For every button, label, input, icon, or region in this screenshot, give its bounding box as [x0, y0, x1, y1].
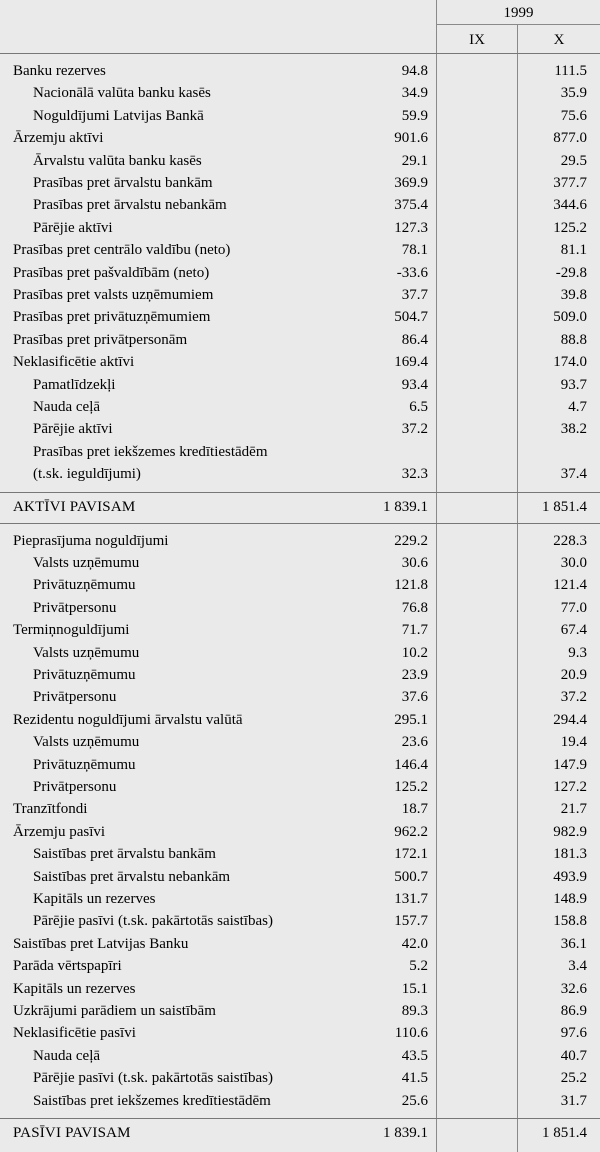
- value-x: 75.6: [560, 107, 587, 124]
- value-x: 877.0: [553, 130, 587, 147]
- value-ix: 23.6: [401, 734, 428, 751]
- table-row: [0, 664, 600, 686]
- row-label: Pārējie pasīvi (t.sk. pakārtotās saistības): [33, 1070, 273, 1087]
- row-label: Ārzemju aktīvi: [13, 130, 104, 147]
- value-x: 174.0: [553, 354, 587, 371]
- row-label: Valsts uzņēmumu: [33, 555, 140, 571]
- row-label: Nauda ceļā: [33, 399, 101, 415]
- row-label: PASĪVI PAVISAM: [13, 1125, 131, 1141]
- table-row: [0, 709, 600, 731]
- value-x: 127.2: [553, 779, 587, 795]
- row-label: Prasības pret privātuzņēmumiem: [13, 309, 211, 326]
- value-ix: 121.8: [394, 577, 428, 594]
- value-x: 40.7: [560, 1047, 587, 1064]
- value-x: 4.7: [568, 399, 587, 415]
- table-row: [0, 351, 600, 373]
- value-ix: 229.2: [394, 532, 428, 549]
- value-ix: 172.1: [394, 846, 428, 863]
- table-row: [0, 933, 600, 955]
- row-label: Prasības pret ārvalstu bankām: [33, 175, 213, 191]
- value-x: 32.6: [560, 980, 587, 997]
- value-ix: 157.7: [394, 913, 428, 930]
- table-row: [0, 574, 600, 596]
- row-label: Valsts uzņēmumu: [33, 644, 140, 661]
- value-x: 147.9: [553, 756, 587, 773]
- value-ix: 59.9: [401, 107, 428, 124]
- row-label: Tranzītfondi: [13, 801, 88, 818]
- value-x: 88.8: [560, 331, 587, 348]
- value-ix: 1 839.1: [383, 498, 428, 515]
- table-row: [0, 284, 600, 306]
- value-ix: 962.2: [394, 823, 428, 840]
- value-x: 39.8: [560, 287, 587, 303]
- value-x: 36.1: [560, 935, 587, 952]
- table-row: [0, 843, 600, 865]
- value-x: 37.2: [560, 689, 587, 706]
- table-row: [0, 194, 600, 216]
- value-ix: 5.2: [409, 958, 428, 975]
- row-label: Privātuzņēmumu: [33, 667, 136, 683]
- table-row: [0, 262, 600, 284]
- value-x: 25.2: [560, 1070, 587, 1087]
- value-ix: 86.4: [401, 331, 428, 348]
- row-label: Kapitāls un rezerves: [13, 980, 136, 997]
- table-row: [0, 552, 600, 574]
- value-x: 38.2: [560, 421, 587, 438]
- value-ix: 32.3: [401, 466, 428, 483]
- value-x: 93.7: [560, 376, 587, 393]
- row-label: Noguldījumi Latvijas Bankā: [33, 107, 204, 124]
- value-ix: 504.7: [394, 309, 428, 326]
- table-row: [0, 597, 600, 619]
- row-label: Prasības pret valsts uzņēmumiem: [13, 287, 214, 303]
- row-label: Ārvalstu valūta banku kasēs: [33, 152, 202, 169]
- value-ix: 78.1: [401, 242, 428, 259]
- value-x: 67.4: [560, 622, 587, 639]
- table-row: [0, 396, 600, 418]
- total-row: [0, 496, 600, 518]
- row-label: Uzkrājumi parādiem un saistībām: [13, 1003, 216, 1019]
- value-x: 30.0: [560, 555, 587, 571]
- table-row: [0, 1045, 600, 1067]
- value-x: 1 851.4: [542, 1125, 587, 1141]
- row-label: Privātpersonu: [33, 689, 117, 706]
- table-row: [0, 686, 600, 708]
- value-ix: 93.4: [401, 376, 428, 393]
- table-row: [0, 82, 600, 104]
- value-ix: 369.9: [394, 175, 428, 191]
- row-label: Prasības pret ārvalstu nebankām: [33, 197, 227, 214]
- table-row: [0, 217, 600, 239]
- row-label: Pamatlīdzekļi: [33, 376, 116, 393]
- value-ix: 6.5: [409, 399, 428, 415]
- row-label: Kapitāls un rezerves: [33, 891, 156, 907]
- value-ix: 500.7: [394, 868, 428, 885]
- table-row: [0, 978, 600, 1000]
- table-row: [0, 798, 600, 820]
- value-x: -29.8: [555, 264, 587, 281]
- table-row: [0, 463, 600, 485]
- value-x: 158.8: [553, 913, 587, 930]
- value-x: 509.0: [553, 309, 587, 326]
- row-label: Pieprasījuma noguldījumi: [13, 532, 169, 549]
- value-ix: 146.4: [394, 756, 428, 773]
- table-row: [0, 530, 600, 552]
- value-ix: 41.5: [401, 1070, 428, 1087]
- table-row: [0, 60, 600, 82]
- value-ix: 1 839.1: [383, 1125, 428, 1141]
- value-ix: 125.2: [394, 779, 428, 795]
- column-header-x: X: [553, 32, 565, 48]
- table-row: [0, 776, 600, 798]
- table-row: [0, 642, 600, 664]
- table-row: [0, 754, 600, 776]
- table-row: [0, 619, 600, 641]
- value-ix: 23.9: [401, 667, 428, 683]
- row-label: Rezidentu noguldījumi ārvalstu valūtā: [13, 711, 243, 728]
- value-x: 121.4: [553, 577, 587, 594]
- section-rule: [0, 523, 600, 524]
- value-x: 181.3: [553, 846, 587, 863]
- value-ix: 901.6: [394, 130, 428, 147]
- value-x: 125.2: [553, 219, 587, 236]
- column-header-ix: IX: [469, 32, 485, 48]
- row-label: Saistības pret iekšzemes kredītiestādēm: [33, 1092, 271, 1109]
- row-label: Parāda vērtspapīri: [13, 958, 122, 975]
- table-row: [0, 888, 600, 910]
- section-rule: [0, 1118, 600, 1119]
- value-ix: 37.2: [401, 421, 428, 438]
- value-x: 9.3: [568, 644, 587, 661]
- row-label: Termiņnoguldījumi: [13, 622, 130, 639]
- table-row: [0, 1022, 600, 1044]
- row-label: Saistības pret ārvalstu nebankām: [33, 868, 231, 885]
- table-row: [0, 172, 600, 194]
- value-x: 77.0: [560, 599, 587, 616]
- table-row: [0, 150, 600, 172]
- value-x: 344.6: [553, 197, 587, 214]
- value-ix: 37.6: [401, 689, 428, 706]
- row-label: Pārējie aktīvi: [33, 219, 113, 236]
- value-ix: 10.2: [401, 644, 428, 661]
- table-row: [0, 955, 600, 977]
- header-divider: [437, 24, 600, 25]
- table-row: [0, 1090, 600, 1112]
- section-rule: [0, 492, 600, 493]
- value-x: 20.9: [560, 667, 587, 683]
- year-header: 1999: [503, 5, 534, 21]
- value-ix: 18.7: [401, 801, 428, 818]
- value-ix: 43.5: [401, 1047, 428, 1064]
- row-label: Nauda ceļā: [33, 1047, 101, 1064]
- total-row: [0, 1122, 600, 1144]
- row-label: Prasības pret pašvaldībām (neto): [13, 264, 210, 281]
- row-label: Saistības pret ārvalstu bankām: [33, 846, 216, 863]
- value-ix: 375.4: [394, 197, 428, 214]
- table-row: [0, 239, 600, 261]
- value-x: 493.9: [553, 868, 587, 885]
- row-label: Prasības pret iekšzemes kredītiestādēm: [33, 443, 268, 460]
- row-label: Ārzemju pasīvi: [13, 823, 106, 840]
- row-label: Neklasificētie pasīvi: [13, 1025, 136, 1042]
- row-label: Banku rezerves: [13, 63, 106, 79]
- value-ix: 30.6: [401, 555, 428, 571]
- value-ix: 127.3: [394, 219, 428, 236]
- value-ix: 42.0: [401, 935, 428, 952]
- value-ix: 15.1: [401, 980, 428, 997]
- table-row: [0, 105, 600, 127]
- table-row: [0, 127, 600, 149]
- value-x: 31.7: [560, 1092, 587, 1109]
- value-x: 21.7: [560, 801, 587, 818]
- table-row: [0, 1000, 600, 1022]
- table-row: [0, 910, 600, 932]
- row-label: Pārējie pasīvi (t.sk. pakārtotās saistības): [33, 913, 273, 930]
- value-ix: 25.6: [401, 1092, 428, 1109]
- table-row: [0, 441, 600, 463]
- value-x: 29.5: [560, 152, 587, 169]
- value-x: 982.9: [553, 823, 587, 840]
- table-row: [0, 418, 600, 440]
- table-row: [0, 329, 600, 351]
- value-ix: 34.9: [401, 85, 428, 102]
- value-ix: 110.6: [394, 1025, 428, 1042]
- row-label: Valsts uzņēmumu: [33, 734, 140, 751]
- value-ix: 169.4: [394, 354, 428, 371]
- table-row: [0, 1067, 600, 1089]
- value-ix: 29.1: [401, 152, 428, 169]
- value-ix: 131.7: [394, 891, 428, 907]
- value-x: 37.4: [560, 466, 587, 483]
- value-x: 228.3: [553, 532, 587, 549]
- row-label: Privātpersonu: [33, 599, 117, 616]
- value-x: 97.6: [560, 1025, 587, 1042]
- row-label: Prasības pret privātpersonām: [13, 331, 188, 348]
- value-ix: 71.7: [401, 622, 428, 639]
- header-rule: [0, 53, 600, 54]
- value-x: 81.1: [560, 242, 587, 259]
- value-x: 35.9: [560, 85, 587, 102]
- row-label: Privātpersonu: [33, 779, 117, 795]
- table-row: [0, 374, 600, 396]
- value-x: 111.5: [554, 63, 587, 79]
- value-ix: 89.3: [401, 1003, 428, 1019]
- value-x: 19.4: [560, 734, 587, 751]
- row-label: Pārējie aktīvi: [33, 421, 113, 438]
- value-ix: 37.7: [401, 287, 428, 303]
- row-label: Prasības pret centrālo valdību (neto): [13, 242, 231, 259]
- table-row: [0, 306, 600, 328]
- row-label: Neklasificētie aktīvi: [13, 354, 135, 371]
- value-ix: 76.8: [401, 599, 428, 616]
- value-ix: 94.8: [401, 63, 428, 79]
- table-row: [0, 866, 600, 888]
- row-label: Saistības pret Latvijas Banku: [13, 935, 189, 952]
- table-row: [0, 731, 600, 753]
- table-row: [0, 821, 600, 843]
- value-x: 294.4: [553, 711, 587, 728]
- value-x: 377.7: [553, 175, 587, 191]
- value-x: 86.9: [560, 1003, 587, 1019]
- row-label: Nacionālā valūta banku kasēs: [33, 85, 211, 102]
- row-label: (t.sk. ieguldījumi): [33, 466, 141, 483]
- value-x: 3.4: [568, 958, 587, 975]
- value-ix: -33.6: [396, 264, 428, 281]
- value-x: 1 851.4: [542, 498, 587, 515]
- value-x: 148.9: [553, 891, 587, 907]
- row-label: AKTĪVI PAVISAM: [13, 498, 136, 515]
- row-label: Privātuzņēmumu: [33, 577, 136, 594]
- row-label: Privātuzņēmumu: [33, 756, 136, 773]
- value-ix: 295.1: [394, 711, 428, 728]
